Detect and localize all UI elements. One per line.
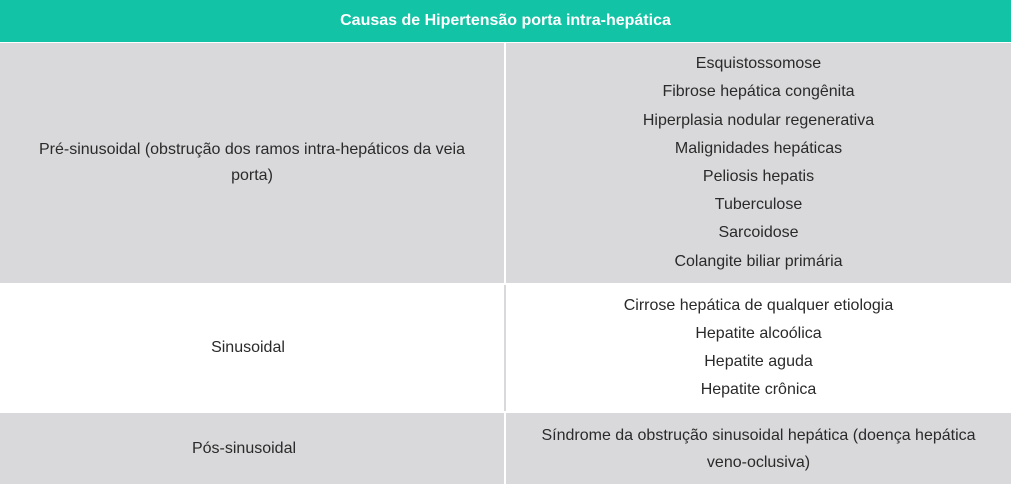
category-cell xyxy=(0,285,504,411)
category-label: Pré-sinusoidal (obstrução dos ramos intra-hepáticos da veia porta) xyxy=(39,141,465,184)
causes-cell xyxy=(506,285,1011,411)
causes-cell xyxy=(506,43,1011,283)
cause-item: Tuberculose xyxy=(714,196,803,214)
cause-item: Sarcoidose xyxy=(718,224,799,242)
table-row-pre-sinusoidal xyxy=(0,43,1011,283)
category-label: Pós-sinusoidal xyxy=(191,439,297,457)
cause-item: Malignidades hepáticas xyxy=(674,139,843,157)
cause-item: Hepatite crônica xyxy=(700,381,817,399)
cause-item: Esquistossomose xyxy=(695,55,822,73)
causes-cell xyxy=(506,413,1011,484)
cause-item: Cirrose hepática de qualquer etiologia xyxy=(623,296,894,314)
cause-item: Hepatite alcoólica xyxy=(695,324,822,342)
cause-item: Colangite biliar primária xyxy=(674,252,843,270)
category-cell xyxy=(0,43,504,283)
cause-item: Peliosis hepatis xyxy=(702,168,815,185)
cause-item: Fibrose hepática congênita xyxy=(662,83,855,101)
cause-item: Síndrome da obstrução sinusoidal hepática (doença hepática veno-oclusiva) xyxy=(541,426,976,471)
cause-item: Hepatite aguda xyxy=(704,353,813,370)
category-label: Sinusoidal xyxy=(211,339,285,356)
cause-item: Hiperplasia nodular regenerativa xyxy=(642,111,875,129)
table-title: Causas de Hipertensão porta intra-hepática xyxy=(0,0,1011,42)
table-row-sinusoidal xyxy=(0,285,1011,411)
table-row-pos-sinusoidal xyxy=(0,413,1011,484)
category-cell xyxy=(0,413,504,484)
